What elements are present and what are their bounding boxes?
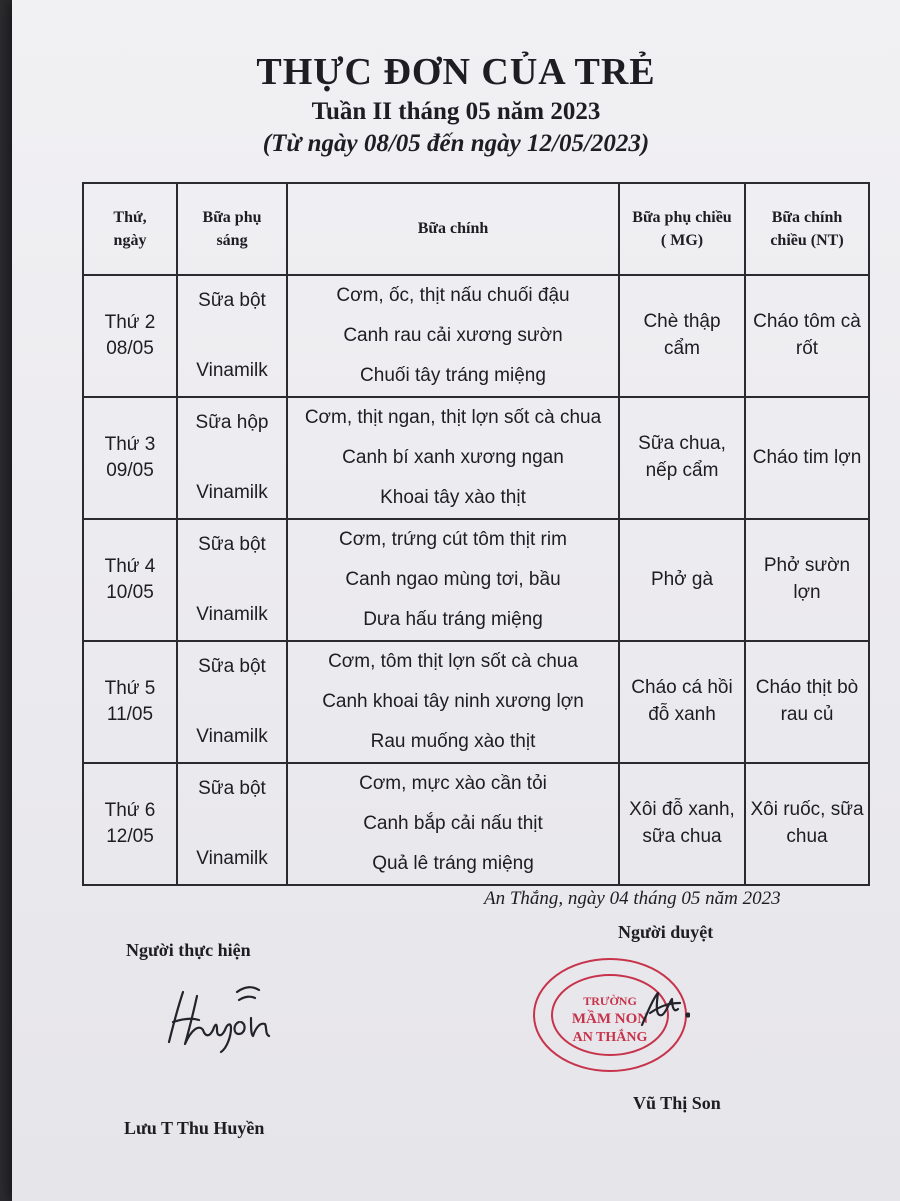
afternoon-main-cell xyxy=(745,275,869,397)
morning-snack-top: Sữa hộp xyxy=(195,412,269,433)
morning-snack-bottom: Vinamilk xyxy=(196,848,268,869)
creator-label: Người thực hiện xyxy=(126,940,251,960)
approver-name: Vũ Thị Son xyxy=(633,1093,721,1113)
day-date: 12/05 xyxy=(106,826,154,847)
morning-snack-bottom: Vinamilk xyxy=(196,726,268,747)
afternoon-main-line: chua xyxy=(786,826,828,847)
morning-snack-cell xyxy=(177,275,287,397)
day-cell xyxy=(83,275,177,397)
morning-snack-top: Sữa bột xyxy=(198,290,266,311)
day-label: Thứ 5 xyxy=(104,678,156,700)
header-morning-snack xyxy=(177,183,287,275)
dish: Dưa hấu tráng miệng xyxy=(363,609,543,630)
day-cell xyxy=(83,397,177,519)
table-row xyxy=(83,641,869,763)
day-label: Thứ 2 xyxy=(104,312,156,334)
morning-snack-cell xyxy=(177,641,287,763)
afternoon-main-line: Phở sườn lợn xyxy=(763,555,851,603)
day-label: Thứ 6 xyxy=(104,800,156,822)
afternoon-main-cell xyxy=(745,519,869,641)
afternoon-snack-line: Sữa chua, xyxy=(638,433,726,455)
header-day xyxy=(83,183,177,275)
header-main-meal: Bữa chính xyxy=(287,183,619,275)
day-date: 09/05 xyxy=(106,460,154,481)
dish: Cơm, ốc, thịt nấu chuối đậu xyxy=(336,285,570,306)
school-stamp-icon xyxy=(530,955,690,1075)
weekly-menu-table xyxy=(82,182,870,886)
afternoon-snack-cell xyxy=(619,275,745,397)
document-date-range: (Từ ngày 08/05 đến ngày 12/05/2023) xyxy=(262,130,650,157)
morning-snack-bottom: Vinamilk xyxy=(196,360,268,381)
svg-text:TRƯỜNG: TRƯỜNG xyxy=(583,994,637,1008)
header-afternoon-main xyxy=(745,183,869,275)
dish: Cơm, mực xào cần tỏi xyxy=(359,773,547,794)
afternoon-snack-line: Chè thập xyxy=(643,311,721,333)
dish: Rau muống xào thịt xyxy=(370,731,536,752)
afternoon-snack-line: sữa chua xyxy=(642,826,722,847)
afternoon-main-line: Xôi ruốc, sữa xyxy=(750,799,864,821)
dish: Quả lê tráng miệng xyxy=(372,853,534,874)
morning-snack-top: Sữa bột xyxy=(198,778,266,799)
morning-snack-cell xyxy=(177,519,287,641)
morning-snack-bottom: Vinamilk xyxy=(196,604,268,625)
table-header-row xyxy=(83,183,869,275)
svg-text:AN THẮNG: AN THẮNG xyxy=(572,1030,648,1045)
main-meal-cell xyxy=(287,763,619,885)
dish: Cơm, trứng cút tôm thịt rim xyxy=(339,529,567,550)
dish: Chuối tây tráng miệng xyxy=(360,365,546,386)
afternoon-snack-line: Cháo cá hồi xyxy=(631,677,733,699)
dish: Canh bí xanh xương ngan xyxy=(342,447,564,468)
header-afternoon-snack-line1: Bữa phụ chiều xyxy=(632,208,732,226)
dish: Canh ngao mùng tơi, bầu xyxy=(345,569,561,590)
morning-snack-top: Sữa bột xyxy=(198,534,266,555)
main-meal-cell xyxy=(287,397,619,519)
afternoon-snack-cell xyxy=(619,397,745,519)
afternoon-main-cell xyxy=(745,763,869,885)
afternoon-snack-cell xyxy=(619,519,745,641)
afternoon-snack-line: Xôi đỗ xanh, xyxy=(629,799,735,821)
header-afternoon-main-line2: chiều (NT) xyxy=(770,232,844,249)
morning-snack-cell xyxy=(177,763,287,885)
afternoon-main-cell xyxy=(745,641,869,763)
morning-snack-top: Sữa bột xyxy=(198,656,266,677)
afternoon-main-line: rau củ xyxy=(780,704,834,725)
day-cell xyxy=(83,519,177,641)
dish: Cơm, thịt ngan, thịt lợn sốt cà chua xyxy=(304,407,602,428)
day-date: 11/05 xyxy=(106,704,154,725)
dish: Canh bắp cải nấu thịt xyxy=(363,813,543,834)
day-date: 08/05 xyxy=(106,338,154,359)
dish: Canh khoai tây ninh xương lợn xyxy=(322,691,584,712)
document-title: THỰC ĐƠN CỦA TRẺ xyxy=(256,51,656,93)
header-day-line2: ngày xyxy=(113,232,147,249)
afternoon-snack-line: Phở gà xyxy=(650,568,714,590)
header-morning-snack-line2: sáng xyxy=(216,232,248,249)
afternoon-main-line: rốt xyxy=(795,338,819,359)
header-afternoon-main-line1: Bữa chính xyxy=(771,208,843,226)
afternoon-main-line: Cháo tôm cà xyxy=(753,311,861,333)
table-row xyxy=(83,763,869,885)
header-afternoon-snack-line2: ( MG) xyxy=(660,232,704,249)
table-row xyxy=(83,275,869,397)
place-and-date: An Thắng, ngày 04 tháng 05 năm 2023 xyxy=(484,888,781,909)
creator-signature-icon xyxy=(155,978,285,1058)
day-date: 10/05 xyxy=(106,582,154,603)
morning-snack-cell xyxy=(177,397,287,519)
day-cell xyxy=(83,763,177,885)
svg-text:MẦM NON: MẦM NON xyxy=(571,1011,649,1027)
creator-name: Lưu T Thu Huyền xyxy=(124,1118,265,1138)
afternoon-main-cell xyxy=(745,397,869,519)
dish: Cơm, tôm thịt lợn sốt cà chua xyxy=(328,651,578,672)
header-morning-snack-line1: Bữa phụ xyxy=(202,208,262,226)
dish: Canh rau cải xương sườn xyxy=(343,325,563,346)
day-label: Thứ 3 xyxy=(104,434,156,456)
afternoon-snack-cell xyxy=(619,641,745,763)
main-meal-cell xyxy=(287,519,619,641)
day-cell xyxy=(83,641,177,763)
table-row xyxy=(83,519,869,641)
day-label: Thứ 4 xyxy=(104,556,156,578)
afternoon-snack-line: nếp cẩm xyxy=(645,460,719,481)
main-meal-cell xyxy=(287,275,619,397)
table-row xyxy=(83,397,869,519)
afternoon-snack-cell xyxy=(619,763,745,885)
afternoon-main-line: Cháo tim lợn xyxy=(752,446,862,468)
main-meal-cell xyxy=(287,641,619,763)
morning-snack-bottom: Vinamilk xyxy=(196,482,268,503)
document-subtitle: Tuần II tháng 05 năm 2023 xyxy=(311,98,601,125)
dish: Khoai tây xào thịt xyxy=(380,487,526,508)
header-afternoon-snack xyxy=(619,183,745,275)
afternoon-main-line: Cháo thịt bò xyxy=(755,677,859,699)
afternoon-snack-line: đỗ xanh xyxy=(648,704,716,725)
afternoon-snack-line: cẩm xyxy=(664,338,700,359)
approver-label: Người duyệt xyxy=(618,922,714,942)
header-day-line1: Thứ, xyxy=(113,208,147,226)
